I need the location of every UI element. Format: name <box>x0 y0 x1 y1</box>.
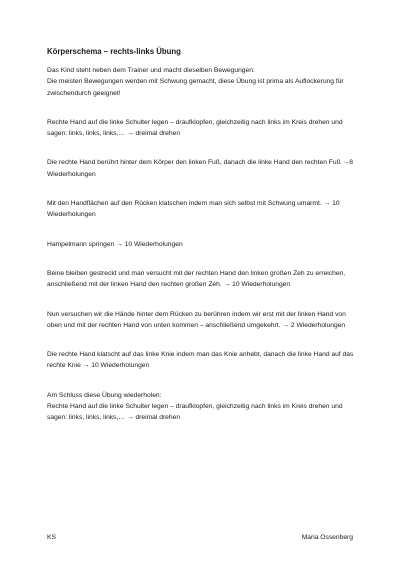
document-body <box>47 47 357 424</box>
closing-line: Rechte Hand auf die linke Schulter legen – draufklopfen, gleichzeitig nach links im Kreis drehen und sagen: links, links, links,… → dreimal drehen <box>47 403 343 422</box>
closing-line: Am Schluss diese Übung wiederholen: <box>47 391 162 399</box>
exercise-paragraph: Nun versuchen wir die Hände hinter dem Rücken zu berühren indem wir erst mit der linken Hand von oben und mit der rechten Hand von unten kommen – anschließend umgekehrt. → 2 Wiederholungen <box>47 310 346 329</box>
document-title: Körperschema – rechts-links Übung <box>47 47 181 56</box>
intro-line: Die meisten Bewegungen werden mit Schwung gemacht, diese Übung ist prima als Auflockerung für zwischendurch geeignet! <box>47 78 344 97</box>
exercise-paragraph: Rechte Hand auf die linke Schulter legen – draufklopfen, gleichzeitig nach links im Kreis drehen und sagen: links, links, links,… → dreimal drehen <box>47 118 343 138</box>
exercise-paragraph: Beine bleiben gestreckt und man versucht mit der rechten Hand den linken großen Zeh zu erreichen, anschließend mit der linken Hand den rechten großen Zeh. → 10 Wiederholungen <box>47 269 346 289</box>
intro-line: Das Kind steht neben dem Trainer und macht dieselben Bewegungen: <box>47 67 255 74</box>
closing-section <box>47 390 357 424</box>
exercise-paragraph: Mit den Handflächen auf den Rücken klatschen indem man sich selbst mit Schwung umarmt. → 10 Wiederholungen <box>47 200 340 219</box>
exercise-paragraph: Hampelmann springen → 10 Wiederholungen <box>47 240 183 248</box>
footer-author: Maria Ossenberg <box>301 534 353 541</box>
exercise-paragraph: Die rechte Hand berührt hinter dem Körper den linken Fuß, danach die linke Hand den rechten Fuß →8 Wiederholungen <box>47 159 353 178</box>
exercise-paragraph: Die rechte Hand klatscht auf das linke Knie indem man das Knie anhebt, danach die linke Hand auf das rechte Knie → 10 Wiederholungen <box>47 351 354 370</box>
intro-section <box>47 65 357 99</box>
footer-initials: KS <box>47 534 56 541</box>
